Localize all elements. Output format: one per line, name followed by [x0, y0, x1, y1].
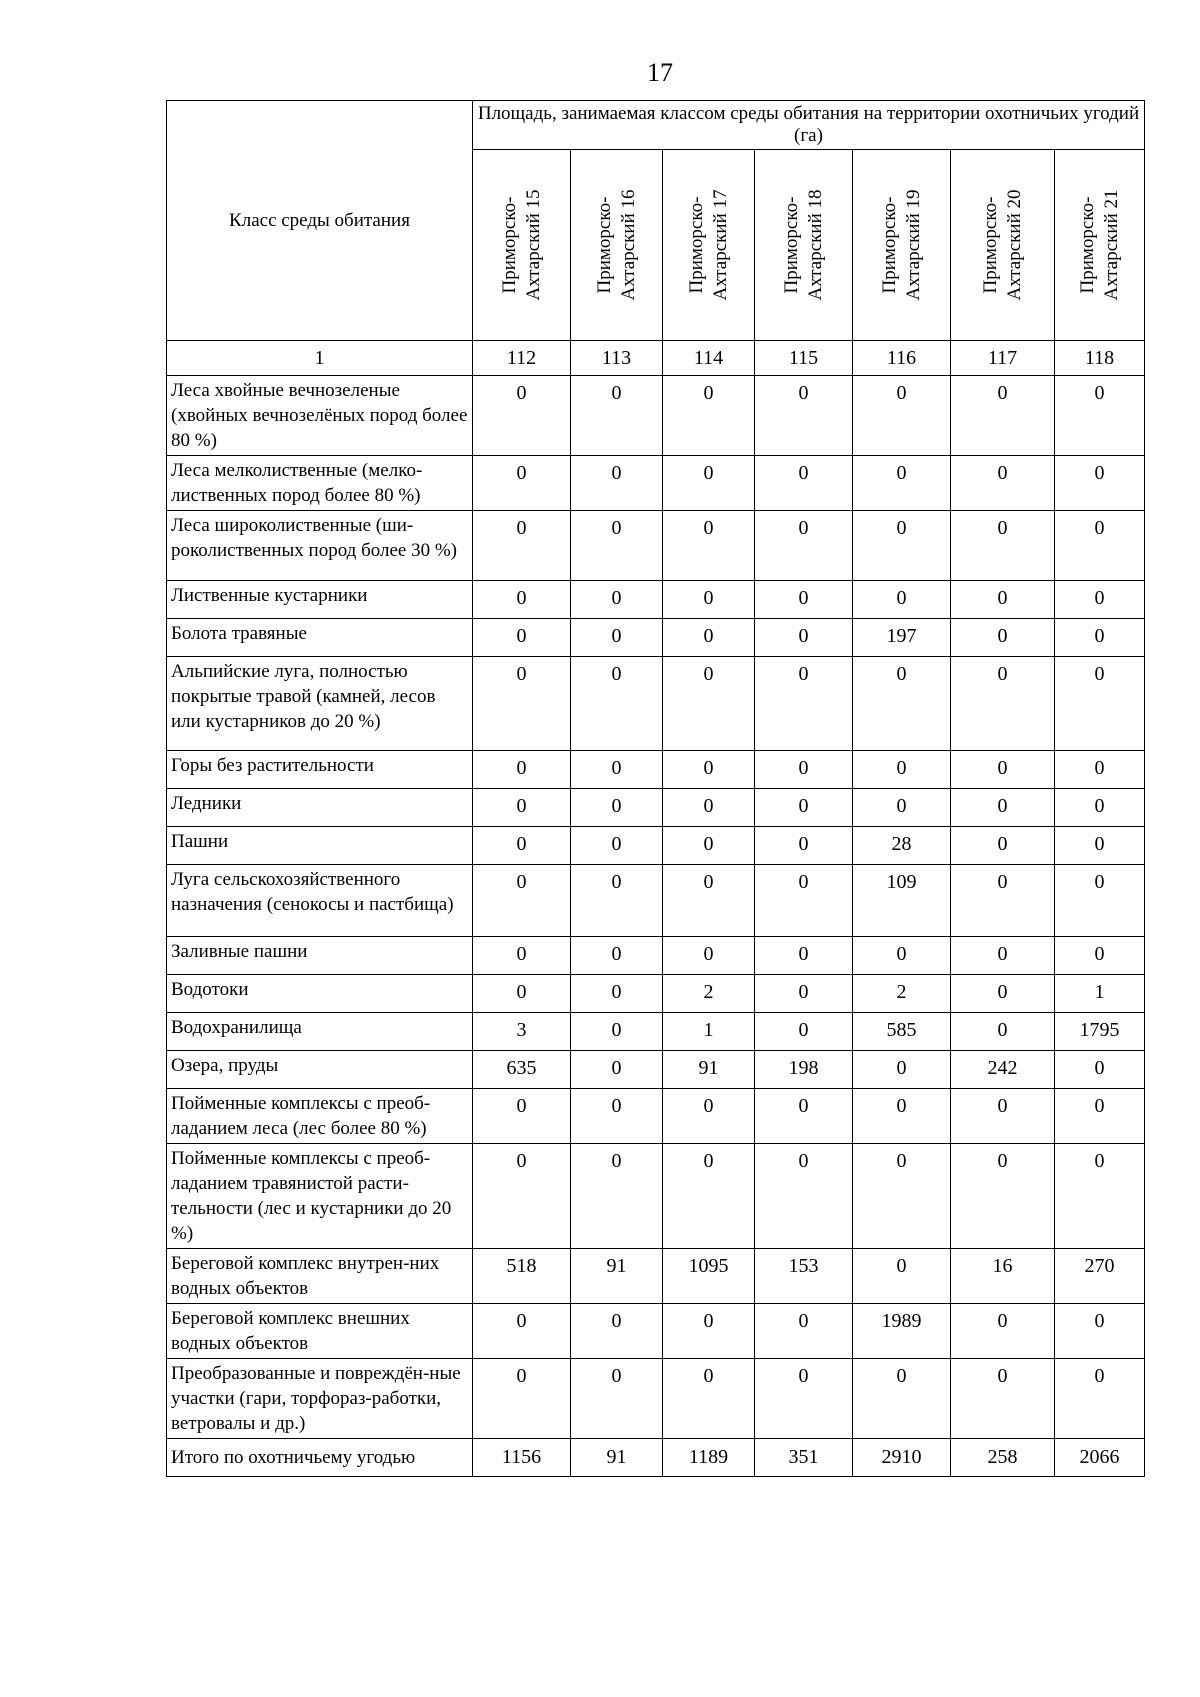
area-value-cell: 0: [951, 1359, 1055, 1439]
habitat-class-label: Озера, пруды: [167, 1051, 473, 1089]
area-value-cell: 0: [1055, 511, 1145, 581]
column-index-cell: 118: [1055, 341, 1145, 376]
area-value-cell: 0: [663, 751, 755, 789]
area-value-cell: 153: [755, 1249, 853, 1304]
area-value-cell: 0: [1055, 789, 1145, 827]
table-row: [167, 789, 1145, 827]
area-value-cell: 2: [853, 975, 951, 1013]
total-value-cell: 91: [571, 1439, 663, 1477]
table-row: [167, 937, 1145, 975]
area-value-cell: 0: [663, 865, 755, 937]
total-value-cell: 351: [755, 1439, 853, 1477]
area-value-cell: 0: [755, 1089, 853, 1144]
area-value-cell: 518: [473, 1249, 571, 1304]
area-value-cell: 0: [1055, 937, 1145, 975]
table-row: [167, 751, 1145, 789]
area-value-cell: 0: [473, 751, 571, 789]
habitat-class-label: Лиственные кустарники: [167, 581, 473, 619]
area-value-cell: 0: [951, 751, 1055, 789]
area-value-cell: 0: [853, 1144, 951, 1249]
column-header: [571, 150, 663, 341]
area-value-cell: 270: [1055, 1249, 1145, 1304]
area-value-cell: 585: [853, 1013, 951, 1051]
column-index-cell: 1: [167, 341, 473, 376]
area-value-cell: 0: [755, 456, 853, 511]
area-value-cell: 0: [663, 827, 755, 865]
habitat-class-label: Преобразованные и повреждён-ные участки (гари, торфораз-работки, ветровалы и др.): [167, 1359, 473, 1439]
area-value-cell: 0: [755, 1359, 853, 1439]
area-value-cell: 0: [853, 1051, 951, 1089]
area-value-cell: 0: [755, 865, 853, 937]
area-value-cell: 0: [663, 1144, 755, 1249]
table-row: [167, 1051, 1145, 1089]
area-value-cell: 0: [755, 376, 853, 456]
area-value-cell: 0: [1055, 581, 1145, 619]
habitat-class-label: Альпийские луга, полностью покрытые травой (камней, лесов или кустарников до 20 %): [167, 657, 473, 751]
total-value-cell: 1156: [473, 1439, 571, 1477]
area-value-cell: 0: [1055, 1304, 1145, 1359]
table-row: [167, 1249, 1145, 1304]
area-value-cell: 0: [473, 657, 571, 751]
area-value-cell: 0: [571, 865, 663, 937]
column-header-label: Приморско- Ахтарский 16: [593, 189, 639, 301]
area-value-cell: 0: [951, 975, 1055, 1013]
column-header-label: Приморско- Ахтарский 18: [780, 189, 826, 301]
table-row: [167, 581, 1145, 619]
area-value-cell: 0: [1055, 657, 1145, 751]
area-value-cell: 0: [1055, 1051, 1145, 1089]
table-row: [167, 657, 1145, 751]
area-value-cell: 91: [663, 1051, 755, 1089]
table-row: [167, 827, 1145, 865]
area-value-cell: 0: [473, 1304, 571, 1359]
area-value-cell: 0: [951, 865, 1055, 937]
area-value-cell: 0: [951, 456, 1055, 511]
area-value-cell: 0: [473, 975, 571, 1013]
area-value-cell: 0: [1055, 865, 1145, 937]
area-value-cell: 0: [853, 751, 951, 789]
table-row: [167, 865, 1145, 937]
habitat-class-label: Пашни: [167, 827, 473, 865]
area-value-cell: 197: [853, 619, 951, 657]
area-group-header: Площадь, занимаемая классом среды обитания на территории охотничьих угодий (га): [473, 101, 1145, 150]
habitat-class-label: Луга сельскохозяйственного назначения (сенокосы и пастбища): [167, 865, 473, 937]
area-value-cell: 0: [571, 511, 663, 581]
area-value-cell: 0: [1055, 827, 1145, 865]
column-index-cell: 113: [571, 341, 663, 376]
area-value-cell: 0: [951, 1013, 1055, 1051]
area-value-cell: 0: [571, 1304, 663, 1359]
column-header: [951, 150, 1055, 341]
habitat-class-label: Пойменные комплексы с преоб-ладанием травянистой расти-тельности (лес и кустарники до 20 %): [167, 1144, 473, 1249]
habitat-class-label: Водохранилища: [167, 1013, 473, 1051]
area-value-cell: 1795: [1055, 1013, 1145, 1051]
table-row: [167, 1304, 1145, 1359]
area-value-cell: 0: [1055, 1144, 1145, 1249]
area-value-cell: 0: [1055, 376, 1145, 456]
habitat-class-label: Горы без растительности: [167, 751, 473, 789]
area-value-cell: 0: [853, 937, 951, 975]
area-value-cell: 0: [755, 657, 853, 751]
page-number: 17: [647, 58, 673, 87]
total-row: [167, 1439, 1145, 1477]
table-row: [167, 1144, 1145, 1249]
area-value-cell: 0: [951, 827, 1055, 865]
column-header: [1055, 150, 1145, 341]
habitat-class-label: Водотоки: [167, 975, 473, 1013]
total-value-cell: 1189: [663, 1439, 755, 1477]
area-value-cell: 0: [951, 619, 1055, 657]
area-value-cell: 0: [663, 789, 755, 827]
area-value-cell: 0: [663, 511, 755, 581]
habitat-area-table: [166, 100, 1145, 1477]
table-row: [167, 511, 1145, 581]
area-value-cell: 0: [571, 1051, 663, 1089]
area-value-cell: 0: [663, 376, 755, 456]
area-value-cell: 0: [571, 937, 663, 975]
habitat-class-label: Леса широколиственные (ши-роколиственных пород более 30 %): [167, 511, 473, 581]
area-value-cell: 0: [951, 1144, 1055, 1249]
column-header: [473, 150, 571, 341]
area-value-cell: 0: [853, 1249, 951, 1304]
area-value-cell: 0: [755, 511, 853, 581]
total-value-cell: 258: [951, 1439, 1055, 1477]
area-value-cell: 0: [473, 619, 571, 657]
area-value-cell: 0: [1055, 1359, 1145, 1439]
area-value-cell: 0: [473, 865, 571, 937]
table-row: [167, 1089, 1145, 1144]
area-value-cell: 0: [473, 1359, 571, 1439]
area-value-cell: 0: [571, 619, 663, 657]
habitat-class-label: Заливные пашни: [167, 937, 473, 975]
area-value-cell: 0: [951, 376, 1055, 456]
table-row: [167, 376, 1145, 456]
habitat-class-label: Ледники: [167, 789, 473, 827]
area-value-cell: 0: [755, 975, 853, 1013]
column-index-cell: 116: [853, 341, 951, 376]
habitat-class-label: Леса мелколиственные (мелко-лиственных пород более 80 %): [167, 456, 473, 511]
area-value-cell: 3: [473, 1013, 571, 1051]
area-value-cell: 0: [755, 789, 853, 827]
column-index-cell: 112: [473, 341, 571, 376]
column-header: [755, 150, 853, 341]
area-value-cell: 0: [755, 937, 853, 975]
area-value-cell: 0: [755, 1304, 853, 1359]
area-value-cell: 0: [571, 751, 663, 789]
area-value-cell: 0: [951, 1089, 1055, 1144]
area-value-cell: 0: [571, 827, 663, 865]
habitat-class-label: Береговой комплекс внешних водных объектов: [167, 1304, 473, 1359]
area-value-cell: 1095: [663, 1249, 755, 1304]
area-value-cell: 2: [663, 975, 755, 1013]
column-index-cell: 115: [755, 341, 853, 376]
area-value-cell: 0: [951, 937, 1055, 975]
area-value-cell: 0: [663, 937, 755, 975]
column-header: [663, 150, 755, 341]
area-value-cell: 0: [473, 581, 571, 619]
area-value-cell: 0: [571, 581, 663, 619]
habitat-class-label: Береговой комплекс внутрен-них водных объектов: [167, 1249, 473, 1304]
area-value-cell: 0: [853, 581, 951, 619]
total-value-cell: 2066: [1055, 1439, 1145, 1477]
area-value-cell: 0: [473, 511, 571, 581]
area-value-cell: 0: [1055, 456, 1145, 511]
area-value-cell: 1: [663, 1013, 755, 1051]
area-value-cell: 0: [473, 789, 571, 827]
column-header-label: Приморско- Ахтарский 19: [878, 189, 924, 301]
area-value-cell: 0: [853, 456, 951, 511]
table-row: [167, 619, 1145, 657]
area-value-cell: 0: [663, 1304, 755, 1359]
area-value-cell: 0: [853, 1089, 951, 1144]
area-value-cell: 0: [755, 1144, 853, 1249]
area-value-cell: 198: [755, 1051, 853, 1089]
area-value-cell: 0: [755, 827, 853, 865]
area-value-cell: 0: [1055, 1089, 1145, 1144]
column-header-label: Приморско- Ахтарский 15: [498, 189, 544, 301]
area-value-cell: 242: [951, 1051, 1055, 1089]
area-value-cell: 0: [755, 1013, 853, 1051]
area-value-cell: 0: [1055, 751, 1145, 789]
area-value-cell: 0: [663, 1359, 755, 1439]
area-value-cell: 1989: [853, 1304, 951, 1359]
area-value-cell: 0: [853, 511, 951, 581]
area-value-cell: 0: [755, 751, 853, 789]
table-row: [167, 975, 1145, 1013]
area-value-cell: 0: [755, 581, 853, 619]
area-value-cell: 0: [853, 376, 951, 456]
table-row: [167, 1359, 1145, 1439]
total-value-cell: 2910: [853, 1439, 951, 1477]
table-row: [167, 1013, 1145, 1051]
table-row: [167, 456, 1145, 511]
area-value-cell: 91: [571, 1249, 663, 1304]
area-value-cell: 0: [663, 456, 755, 511]
habitat-class-label: Пойменные комплексы с преоб-ладанием леса (лес более 80 %): [167, 1089, 473, 1144]
area-value-cell: 109: [853, 865, 951, 937]
area-value-cell: 0: [571, 657, 663, 751]
area-value-cell: 0: [571, 789, 663, 827]
area-value-cell: 0: [663, 657, 755, 751]
area-value-cell: 0: [571, 376, 663, 456]
area-value-cell: 1: [1055, 975, 1145, 1013]
area-value-cell: 0: [755, 619, 853, 657]
area-value-cell: 0: [473, 1089, 571, 1144]
area-value-cell: 0: [663, 619, 755, 657]
area-value-cell: 28: [853, 827, 951, 865]
area-value-cell: 0: [571, 1144, 663, 1249]
area-value-cell: 0: [951, 511, 1055, 581]
habitat-class-label: Леса хвойные вечнозеленые (хвойных вечнозелёных пород более 80 %): [167, 376, 473, 456]
area-value-cell: 0: [473, 1144, 571, 1249]
column-header-label: Приморско- Ахтарский 21: [1076, 189, 1122, 301]
column-index-cell: 117: [951, 341, 1055, 376]
area-value-cell: 0: [663, 581, 755, 619]
habitat-class-label: Болота травяные: [167, 619, 473, 657]
area-value-cell: 0: [853, 789, 951, 827]
column-header: [853, 150, 951, 341]
area-value-cell: 0: [571, 1013, 663, 1051]
total-label: Итого по охотничьему угодью: [167, 1439, 473, 1477]
area-value-cell: 0: [473, 376, 571, 456]
area-value-cell: 0: [571, 456, 663, 511]
area-value-cell: 0: [473, 937, 571, 975]
area-value-cell: 0: [951, 581, 1055, 619]
column-header-label: Приморско- Ахтарский 17: [685, 189, 731, 301]
area-value-cell: 635: [473, 1051, 571, 1089]
area-value-cell: 16: [951, 1249, 1055, 1304]
area-value-cell: 0: [571, 1089, 663, 1144]
area-value-cell: 0: [473, 456, 571, 511]
column-header-label: Приморско- Ахтарский 20: [979, 189, 1025, 301]
area-value-cell: 0: [663, 1089, 755, 1144]
area-value-cell: 0: [473, 827, 571, 865]
area-value-cell: 0: [951, 789, 1055, 827]
area-value-cell: 0: [1055, 619, 1145, 657]
habitat-class-header: Класс среды обитания: [167, 101, 473, 341]
column-index-cell: 114: [663, 341, 755, 376]
area-value-cell: 0: [951, 1304, 1055, 1359]
area-value-cell: 0: [951, 657, 1055, 751]
area-value-cell: 0: [571, 1359, 663, 1439]
area-value-cell: 0: [853, 657, 951, 751]
area-value-cell: 0: [571, 975, 663, 1013]
area-value-cell: 0: [853, 1359, 951, 1439]
